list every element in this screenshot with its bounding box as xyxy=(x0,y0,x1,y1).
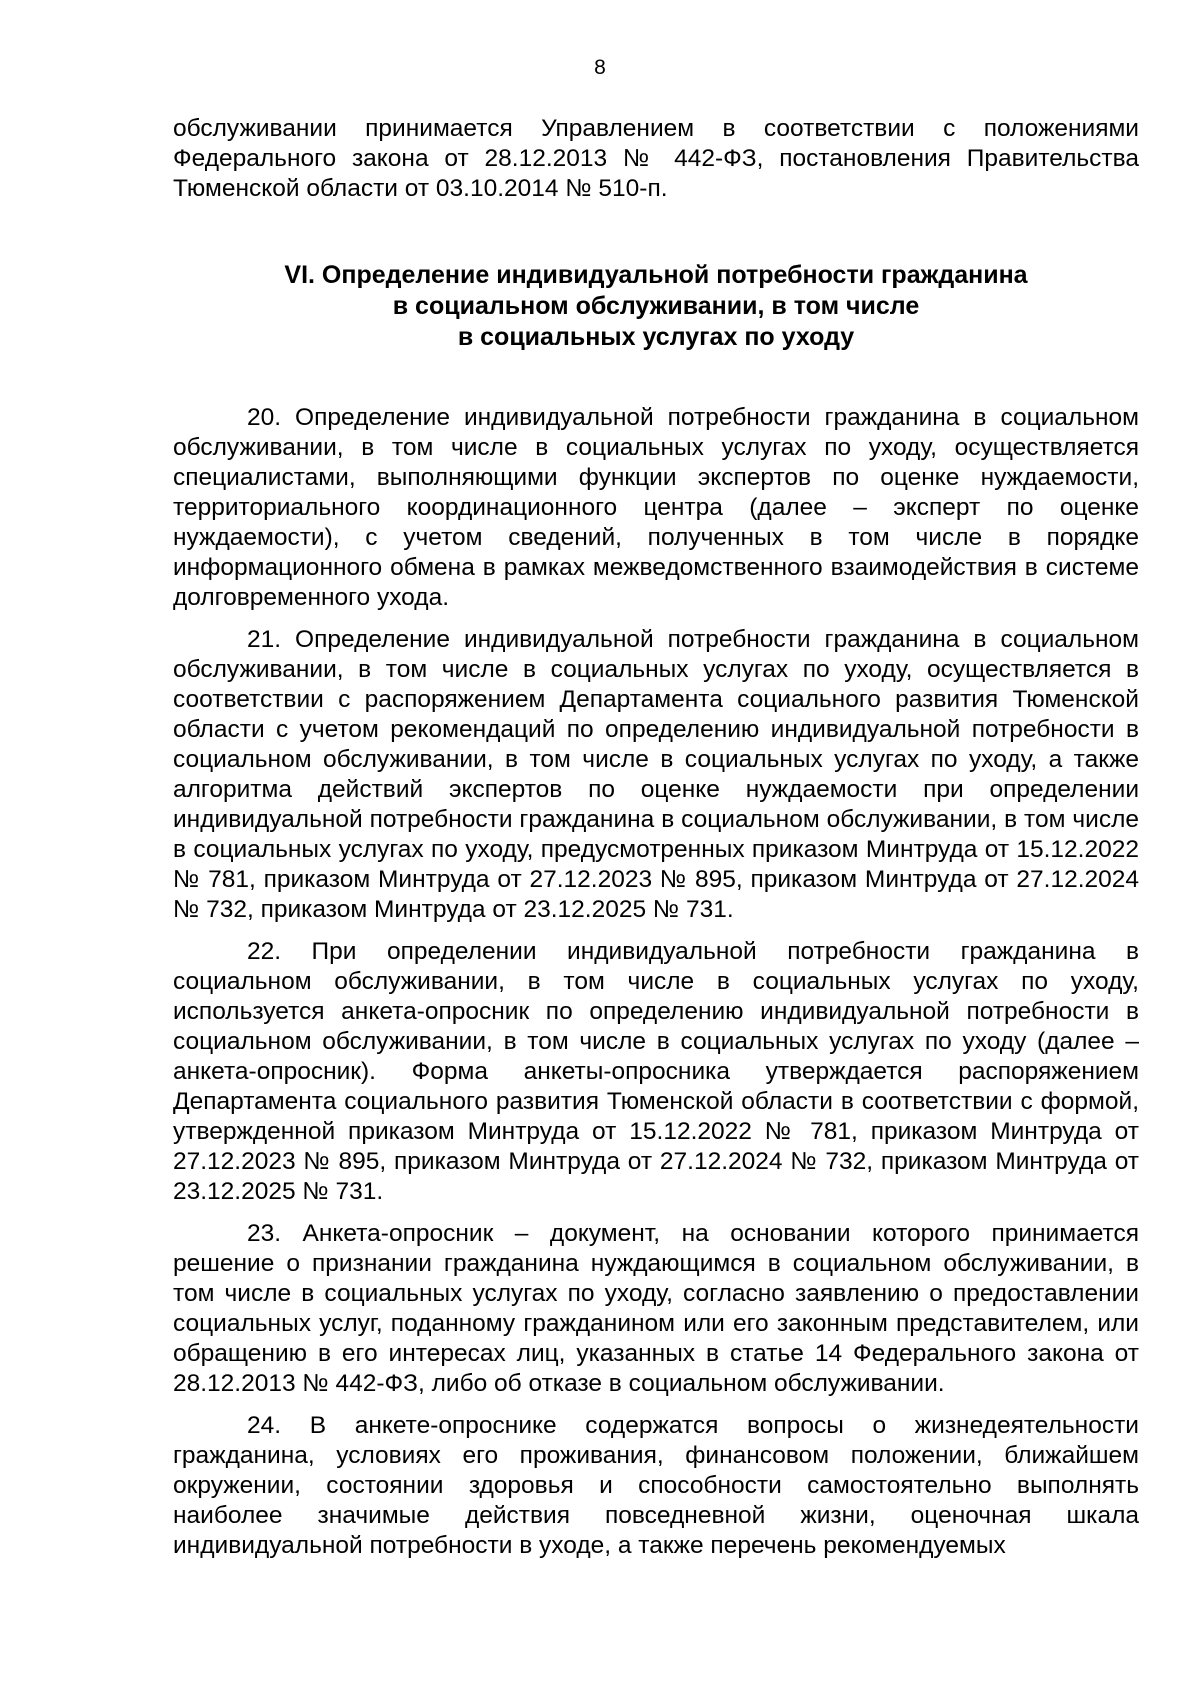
section-heading-line-2: в социальном обслуживании, в том числе xyxy=(392,292,920,320)
page-number: 8 xyxy=(594,56,606,79)
paragraph-23: 23. Анкета-опросник – документ, на основании которого принимается решение о признании гражданина нуждающимся в социальном обслуживании, в том числе в социальных услугах по уходу, согласно заявлению о предоставлении социальных услуг, поданному гражданином или его законным представителем, или обращению в его интересах лиц, указанных в статье 14 Федерального закона от 28.12.2013 № 442-ФЗ, либо об отказе в социальном обслуживании. xyxy=(173,1220,1139,1397)
paragraph-22: 22. При определении индивидуальной потребности гражданина в социальном обслуживании, в том числе в социальных услугах по уходу, используется анкета-опросник по определению индивидуальной потребности в социальном обслуживании, в том числе в социальных услугах по уходу (далее – анкета-опросник). Форма анкеты-опросника утверждается распоряжением Департамента социального развития Тюменской области в соответствии с формой, утвержденной приказом Минтруда от 15.12.2022 № 781, приказом Минтруда от 27.12.2023 № 895, приказом Минтруда от 27.12.2024 № 732, приказом Минтруда от 23.12.2025 № 731. xyxy=(173,938,1139,1205)
paragraph-20: 20. Определение индивидуальной потребности гражданина в социальном обслуживании, в том числе в социальных услугах по уходу, осуществляется специалистами, выполняющими функции экспертов по оценке нуждаемости, территориального координационного центра (далее – эксперт по оценке нуждаемости), с учетом сведений, полученных в том числе в порядке информационного обмена в рамках межведомственного взаимодействия в системе долговременного ухода. xyxy=(173,404,1139,611)
paragraph-21: 21. Определение индивидуальной потребности гражданина в социальном обслуживании, в том числе в социальных услугах по уходу, осуществляется в соответствии с распоряжением Департамента социального развития Тюменской области с учетом рекомендаций по определению индивидуальной потребности в социальном обслуживании, в том числе в социальных услугах по уходу, а также алгоритма действий экспертов по оценке нуждаемости при определении индивидуальной потребности гражданина в социальном обслуживании, в том числе в социальных услугах по уходу, предусмотренных приказом Минтруда от 15.12.2022 № 781, приказом Минтруда от 27.12.2023 № 895, приказом Минтруда от 27.12.2024 № 732, приказом Минтруда от 23.12.2025 № 731. xyxy=(173,626,1139,923)
section-heading-line-1: VI. Определение индивидуальной потребности гражданина xyxy=(284,261,1028,289)
section-heading-line-3: в социальных услугах по уходу xyxy=(457,323,855,351)
document-body xyxy=(173,114,1139,1561)
paragraph-24: 24. В анкете-опроснике содержатся вопросы о жизнедеятельности гражданина, условиях его проживания, финансовом положении, ближайшем окружении, состоянии здоровья и способности самостоятельно выполнять наиболее значимые действия повседневной жизни, оценочная шкала индивидуальной потребности в уходе, а также перечень рекомендуемых xyxy=(173,1412,1139,1559)
section-heading xyxy=(173,260,1139,353)
continuation-paragraph: обслуживании принимается Управлением в соответствии с положениями Федерального закона от 28.12.2013 № 442-ФЗ, постановления Правительства Тюменской области от 03.10.2014 № 510-п. xyxy=(173,115,1139,202)
